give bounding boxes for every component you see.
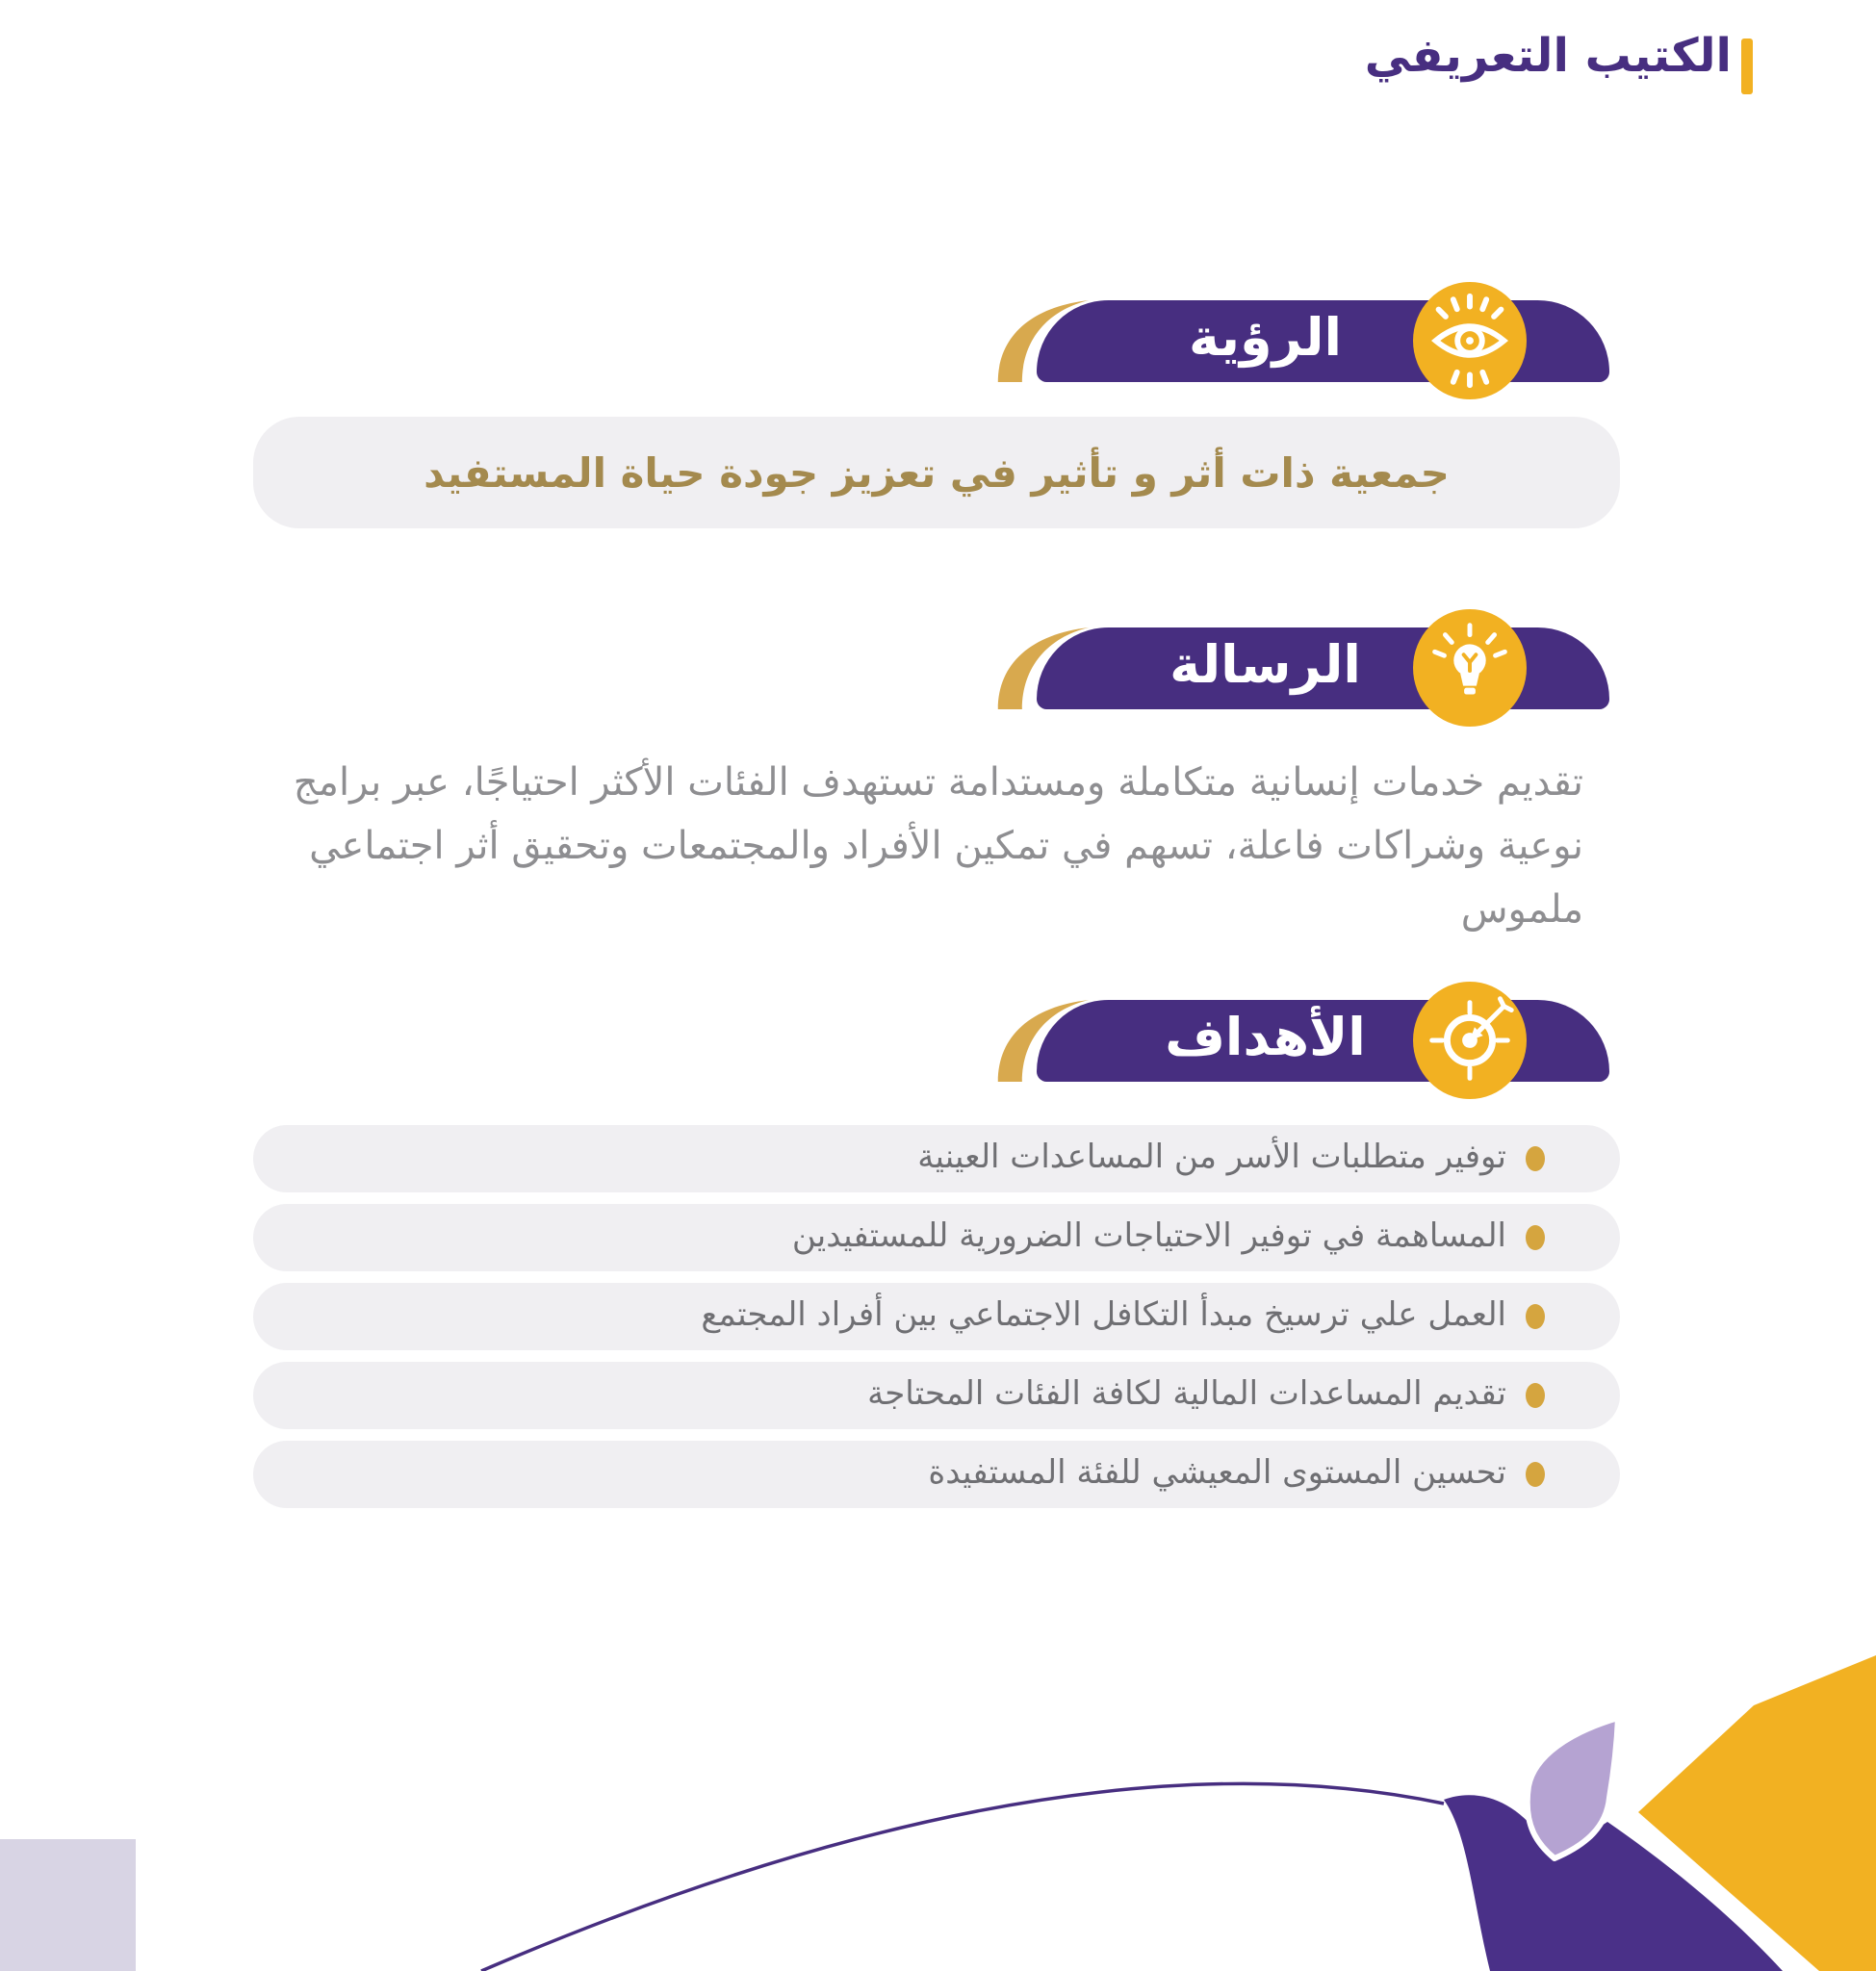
goal-item bbox=[253, 1283, 1620, 1350]
mission-banner bbox=[996, 609, 1632, 727]
goals-banner bbox=[996, 982, 1632, 1099]
goal-text: العمل علي ترسيخ مبدأ التكافل الاجتماعي بين أفراد المجتمع bbox=[701, 1295, 1506, 1334]
mission-label: الرسالة bbox=[1169, 633, 1361, 695]
goals-label: الأهداف bbox=[1165, 1006, 1366, 1067]
goal-text: المساهمة في توفير الاحتياجات الضرورية للمستفيدين bbox=[791, 1216, 1506, 1255]
lightbulb-icon bbox=[1413, 609, 1527, 727]
target-arrow-icon bbox=[1413, 982, 1527, 1099]
goal-item bbox=[253, 1204, 1620, 1271]
eye-icon bbox=[1413, 282, 1527, 399]
vision-banner bbox=[996, 282, 1632, 399]
mission-icon-circle bbox=[1413, 609, 1527, 727]
vision-statement-box bbox=[253, 417, 1620, 528]
goal-text: توفير متطلبات الأسر من المساعدات العينية bbox=[917, 1138, 1506, 1176]
header-accent-bar bbox=[1741, 38, 1753, 94]
mission-paragraph bbox=[140, 751, 1583, 941]
goal-bullet-dot bbox=[1526, 1383, 1545, 1408]
curved-line-decor bbox=[481, 1783, 1444, 1971]
goal-item bbox=[253, 1125, 1620, 1192]
goal-bullet-dot bbox=[1526, 1462, 1545, 1487]
goal-text: تحسين المستوى المعيشي للفئة المستفيدة bbox=[928, 1453, 1506, 1492]
vision-statement-text: جمعية ذات أثر و تأثير في تعزيز جودة حياة المستفيد bbox=[424, 448, 1450, 497]
page-title: الكتيب التعريفي bbox=[1364, 29, 1732, 83]
bottom-right-decor bbox=[0, 1598, 1876, 1971]
goal-item bbox=[253, 1362, 1620, 1429]
mission-line: تقديم خدمات إنسانية متكاملة ومستدامة تستهدف الفئات الأكثر احتياجًا، عبر برامج bbox=[293, 760, 1583, 805]
goal-bullet-dot bbox=[1526, 1146, 1545, 1171]
goal-item bbox=[253, 1441, 1620, 1508]
goal-bullet-dot bbox=[1526, 1304, 1545, 1329]
goals-icon-circle bbox=[1413, 982, 1527, 1099]
vision-icon-circle bbox=[1413, 282, 1527, 399]
goal-text: تقديم المساعدات المالية لكافة الفئات المحتاجة bbox=[867, 1374, 1506, 1413]
mission-line: ملموس bbox=[1460, 887, 1583, 932]
vision-label: الرؤية bbox=[1189, 306, 1342, 368]
mission-line: نوعية وشراكات فاعلة، تسهم في تمكين الأفراد والمجتمعات وتحقيق أثر اجتماعي bbox=[309, 824, 1583, 868]
goal-bullet-dot bbox=[1526, 1225, 1545, 1250]
